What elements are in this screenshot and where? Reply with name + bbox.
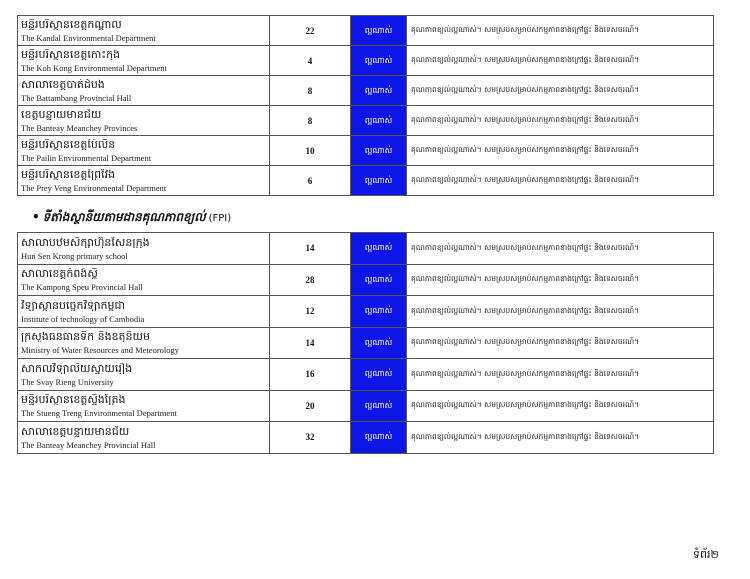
site-name-english: Ministry of Water Resources and Meteorology [21,345,180,355]
site-name-khmer: សាលាខេត្តបាត់ដំបង [21,78,105,90]
section-heading [32,209,231,227]
bullet: • [32,210,40,224]
table-row [18,390,714,422]
aqi-description: គុណភាពខ្យល់ល្អណាស់។ សមស្របសម្រាប់សកម្មភាពខាងក្រៅផ្ទះ និងទេសចរណ៍។ [407,233,714,265]
aqi-description: គុណភាពខ្យល់ល្អណាស់។ សមស្របសម្រាប់សកម្មភាពខាងក្រៅផ្ទះ និងទេសចរណ៍។ [407,422,714,454]
aqi-value: 8 [270,76,351,106]
site-name-english: The Stueng Treng Environmental Department [21,408,177,418]
site-name-english: The Prey Veng Environmental Department [21,182,167,193]
aqi-description: គុណភាពខ្យល់ល្អណាស់។ សមស្របសម្រាប់សកម្មភាពខាងក្រៅផ្ទះ និងទេសចរណ៍។ [407,359,714,391]
site-name-english: Hun Sen Krong primary school [21,250,128,261]
table-row [18,296,714,328]
site-name-khmer: មន្ទីរបរិស្ថានខេត្តស្ទឹងត្រែង [21,394,126,405]
site-name-english: The Koh Kong Environmental Department [21,62,167,73]
aqi-level-badge: ល្អណាស់ [351,422,407,454]
site-cell [18,46,270,76]
section-heading-title: ទីតាំងស្ថានីយតាមដានគុណភាពខ្យល់ [42,210,206,224]
site-name-khmer: សាលាខេត្តបន្ទាយមានជ័យ [21,425,130,437]
site-name-english: The Battambang Provincial Hall [21,92,132,103]
aqi-value: 6 [270,166,351,196]
table-row [18,106,714,136]
aqi-value: 28 [270,264,351,296]
section-heading-abbr: (FPI) [208,213,232,224]
aqi-level-badge: ល្អណាស់ [351,76,407,106]
aqi-description: គុណភាពខ្យល់ល្អណាស់។ សមស្របសម្រាប់សកម្មភាពខាងក្រៅផ្ទះ និងទេសចរណ៍។ [407,327,714,359]
site-cell [18,16,270,46]
table-row [18,136,714,166]
site-cell [18,106,270,136]
site-name-khmer: មន្ទីរបរិស្ថានខេត្តព្រៃវែង [21,168,116,180]
site-name-khmer: មន្ទីរបរិស្ថានខេត្តកោះកុង [21,48,121,60]
site-cell [18,422,270,454]
aqi-description: គុណភាពខ្យល់ល្អណាស់។ សមស្របសម្រាប់សកម្មភាពខាងក្រៅផ្ទះ និងទេសចរណ៍។ [407,16,714,46]
aqi-value: 4 [270,46,351,76]
aqi-value: 8 [270,106,351,136]
site-cell [18,233,270,265]
site-name-english: The Pailin Environmental Department [21,152,152,163]
aqi-level-badge: ល្អណាស់ [351,233,407,265]
site-cell [18,166,270,196]
aqi-level-badge: ល្អណាស់ [351,296,407,328]
air-quality-table-1 [17,15,714,196]
aqi-level-badge: ល្អណាស់ [351,327,407,359]
table-row [18,359,714,391]
site-name-english: Institute of technology of Cambodia [21,313,145,324]
air-quality-table-2 [17,232,714,454]
aqi-level-badge: ល្អណាស់ [351,264,407,296]
table-row [18,327,714,359]
site-name-english: The Svay Rieng University [21,376,114,387]
aqi-level-badge: ល្អណាស់ [351,136,407,166]
page-number: ទំព័រ២ [693,548,719,561]
site-name-english: The Banteay Meanchey Provincial Hall [21,439,156,450]
aqi-value: 12 [270,296,351,328]
aqi-value: 16 [270,359,351,391]
site-name-khmer: ក្រសួងធនធានទឹក និងឧតុនិយម [21,331,150,342]
table-row [18,166,714,196]
aqi-description: គុណភាពខ្យល់ល្អណាស់។ សមស្របសម្រាប់សកម្មភាពខាងក្រៅផ្ទះ និងទេសចរណ៍។ [407,390,714,422]
site-name-english: The Kandal Environmental Department [21,32,156,43]
site-name-khmer: មន្ទីរបរិស្ថានខេត្តកណ្តាល [21,18,122,30]
site-name-khmer: សាលាបឋមសិក្សាហ៊ុនសែនក្រុង [21,236,150,248]
site-cell [18,264,270,296]
aqi-value: 32 [270,422,351,454]
table-row [18,16,714,46]
aqi-description: គុណភាពខ្យល់ល្អណាស់។ សមស្របសម្រាប់សកម្មភាពខាងក្រៅផ្ទះ និងទេសចរណ៍។ [407,46,714,76]
site-name-khmer: សាកលវិទ្យាល័យស្វាយរៀង [21,362,133,374]
site-name-english: The Banteay Meanchey Provinces [21,122,138,133]
site-cell [18,359,270,391]
site-cell [18,390,270,422]
aqi-level-badge: ល្អណាស់ [351,46,407,76]
aqi-level-badge: ល្អណាស់ [351,359,407,391]
table-row [18,422,714,454]
aqi-level-badge: ល្អណាស់ [351,390,407,422]
aqi-description: គុណភាពខ្យល់ល្អណាស់។ សមស្របសម្រាប់សកម្មភាពខាងក្រៅផ្ទះ និងទេសចរណ៍។ [407,136,714,166]
site-cell [18,327,270,359]
site-name-english: The Kampong Speu Provincial Hall [21,282,143,292]
aqi-value: 10 [270,136,351,166]
aqi-description: គុណភាពខ្យល់ល្អណាស់។ សមស្របសម្រាប់សកម្មភាពខាងក្រៅផ្ទះ និងទេសចរណ៍។ [407,264,714,296]
site-name-khmer: ខេត្តបន្ទាយមានជ័យ [21,108,102,120]
site-cell [18,136,270,166]
aqi-value: 14 [270,233,351,265]
aqi-level-badge: ល្អណាស់ [351,166,407,196]
site-cell [18,76,270,106]
site-name-khmer: សាលាខេត្តកំពង់ស្ពឺ [21,268,98,279]
site-cell [18,296,270,328]
aqi-description: គុណភាពខ្យល់ល្អណាស់។ សមស្របសម្រាប់សកម្មភាពខាងក្រៅផ្ទះ និងទេសចរណ៍។ [407,296,714,328]
site-name-khmer: មន្ទីរបរិស្ថានខេត្តប៉ៃលិន [21,138,116,150]
aqi-level-badge: ល្អណាស់ [351,16,407,46]
table-row [18,233,714,265]
table-row [18,264,714,296]
site-name-khmer: វិទ្យាស្ថានបច្ចេកវិទ្យាកម្ពុជា [21,299,125,311]
aqi-description: គុណភាពខ្យល់ល្អណាស់។ សមស្របសម្រាប់សកម្មភាពខាងក្រៅផ្ទះ និងទេសចរណ៍។ [407,76,714,106]
table-row [18,46,714,76]
aqi-value: 20 [270,390,351,422]
aqi-description: គុណភាពខ្យល់ល្អណាស់។ សមស្របសម្រាប់សកម្មភាពខាងក្រៅផ្ទះ និងទេសចរណ៍។ [407,166,714,196]
table-row [18,76,714,106]
aqi-level-badge: ល្អណាស់ [351,106,407,136]
aqi-value: 22 [270,16,351,46]
aqi-description: គុណភាពខ្យល់ល្អណាស់។ សមស្របសម្រាប់សកម្មភាពខាងក្រៅផ្ទះ និងទេសចរណ៍។ [407,106,714,136]
aqi-value: 14 [270,327,351,359]
